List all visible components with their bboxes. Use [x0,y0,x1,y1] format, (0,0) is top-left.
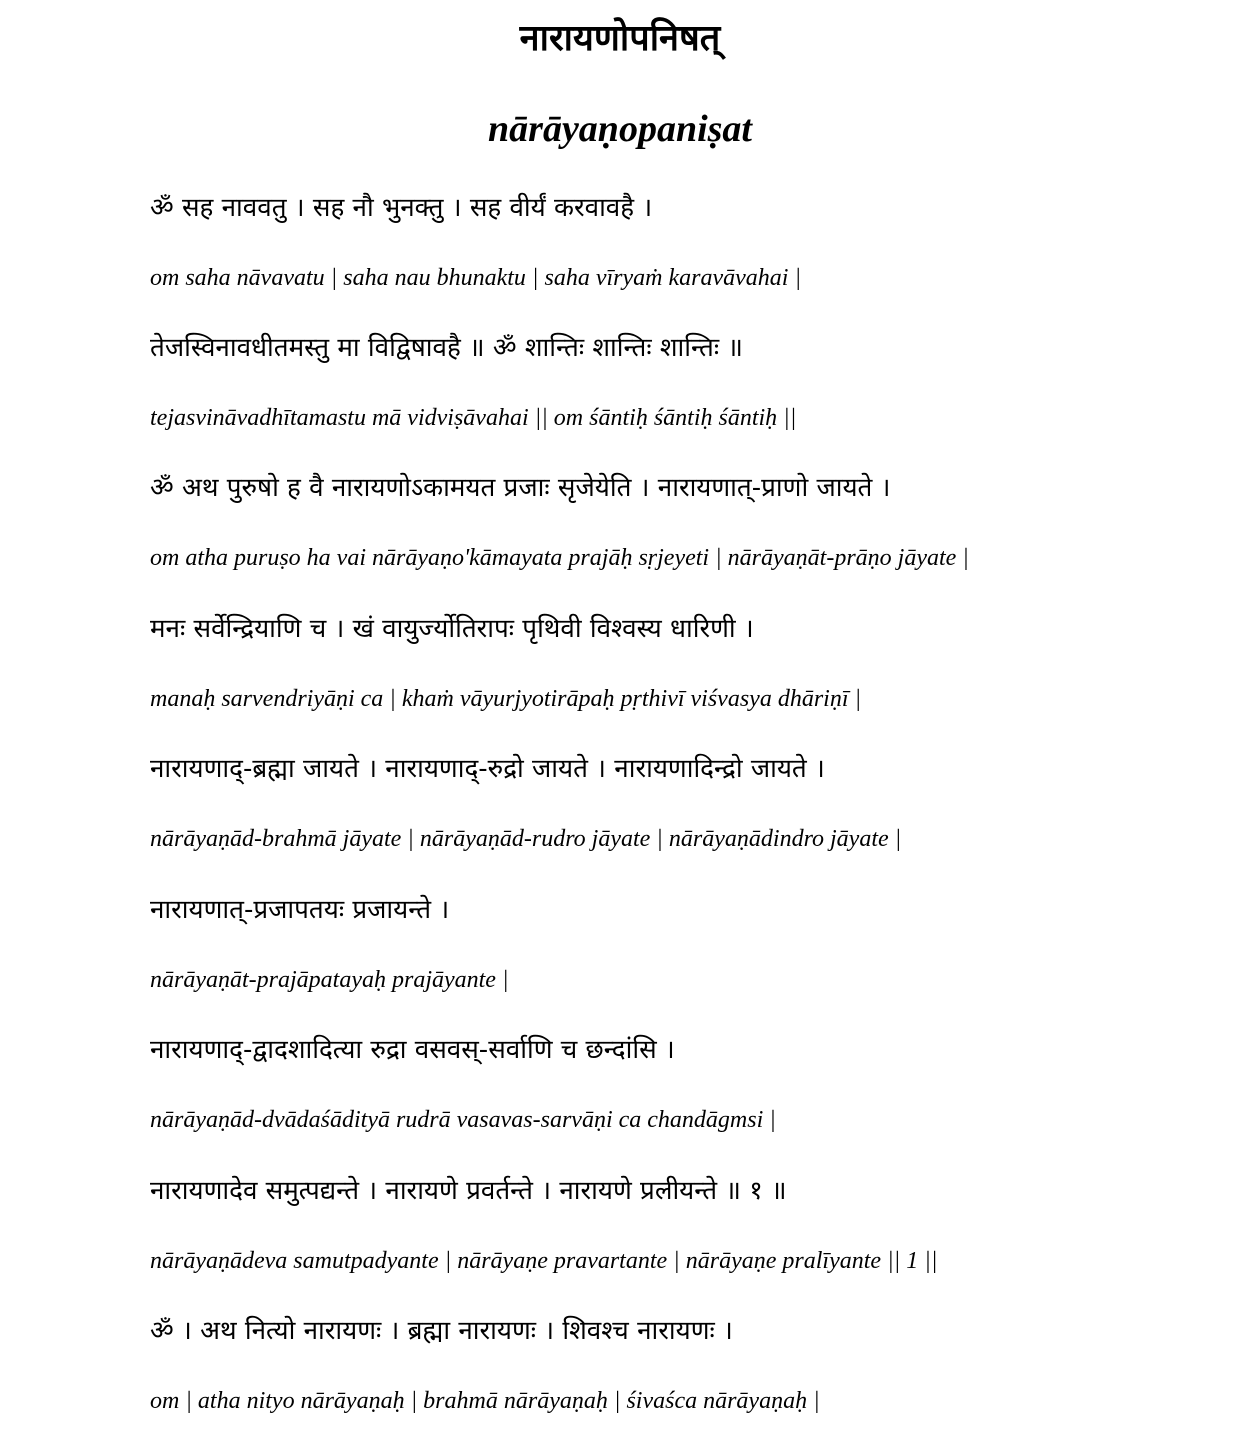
verse-transliteration-line: nārāyaṇādeva samutpadyante | nārāyaṇe pravartante | nārāyaṇe pralīyante || 1 || [150,1248,938,1274]
verse-transliteration-line: tejasvināvadhītamastu mā vidviṣāvahai || om śāntiḥ śāntiḥ śāntiḥ || [150,405,797,431]
verse-devanagari-line: नारायणात्-प्रजापतयः प्रजायन्ते । [150,895,450,925]
verse-transliteration-line: om atha puruṣo ha vai nārāyaṇo'kāmayata prajāḥ sṛjeyeti | nārāyaṇāt-prāṇo jāyate | [150,545,969,571]
verse-devanagari-line: ॐ । अथ नित्यो नारायणः । ब्रह्मा नारायणः । शिवश्च नारायणः । [150,1316,733,1346]
verse-devanagari-line: ॐ अथ पुरुषो ह वै नारायणोऽकामयत प्रजाः सृजेयेति । नारायणात्-प्राणो जायते । [150,473,891,503]
verse-transliteration-line: nārāyaṇād-brahmā jāyate | nārāyaṇād-rudro jāyate | nārāyaṇādindro jāyate | [150,826,902,852]
verse-block [150,188,1210,294]
verse-devanagari-line: नारायणाद्-द्वादशादित्या रुद्रा वसवस्-सर्वाणि च छन्दांसि । [150,1035,675,1065]
verse-block [150,328,1210,434]
verse-devanagari-line: तेजस्विनावधीतमस्तु मा विद्विषावहै ॥ ॐ शान्तिः शान्तिः शान्तिः ॥ [150,333,743,363]
page-title-devanagari: नारायणोपनिषत् [519,18,721,59]
verse-block [150,1030,1210,1136]
verse-devanagari-line: ॐ सह नाववतु । सह नौ भुनक्तु । सह वीर्यं करवावहै । [150,193,653,223]
verse-block [150,749,1210,855]
verse-transliteration-line: manaḥ sarvendriyāṇi ca | khaṁ vāyurjyotirāpaḥ pṛthivī viśvasya dhāriṇī | [150,686,862,712]
page-title-roman: nārāyaṇopaniṣat [488,108,752,150]
verse-block [150,468,1210,574]
verse-transliteration-line: om | atha nityo nārāyaṇaḥ | brahmā nārāyaṇaḥ | śivaśca nārāyaṇaḥ | [150,1388,820,1414]
verse-devanagari-line: मनः सर्वेन्द्रियाणि च । खं वायुर्ज्योतिरापः पृथिवी विश्वस्य धारिणी । [150,614,754,644]
verse-transliteration-line: nārāyaṇāt-prajāpatayaḥ prajāyante | [150,967,509,993]
verse-block [150,890,1210,996]
verse-block [150,609,1210,715]
verse-transliteration-line: om saha nāvavatu | saha nau bhunaktu | saha vīryaṁ karavāvahai | [150,265,802,291]
verse-devanagari-line: नारायणादेव समुत्पद्यन्ते । नारायणे प्रवर्तन्ते । नारायणे प्रलीयन्ते ॥ १ ॥ [150,1176,787,1206]
verse-transliteration-line: nārāyaṇād-dvādaśādityā rudrā vasavas-sarvāṇi ca chandāgmsi | [150,1107,776,1133]
verse-block [150,1171,1210,1277]
verse-devanagari-line: नारायणाद्-ब्रह्मा जायते । नारायणाद्-रुद्रो जायते । नारायणादिन्द्रो जायते । [150,754,825,784]
verse-block [150,1311,1210,1417]
